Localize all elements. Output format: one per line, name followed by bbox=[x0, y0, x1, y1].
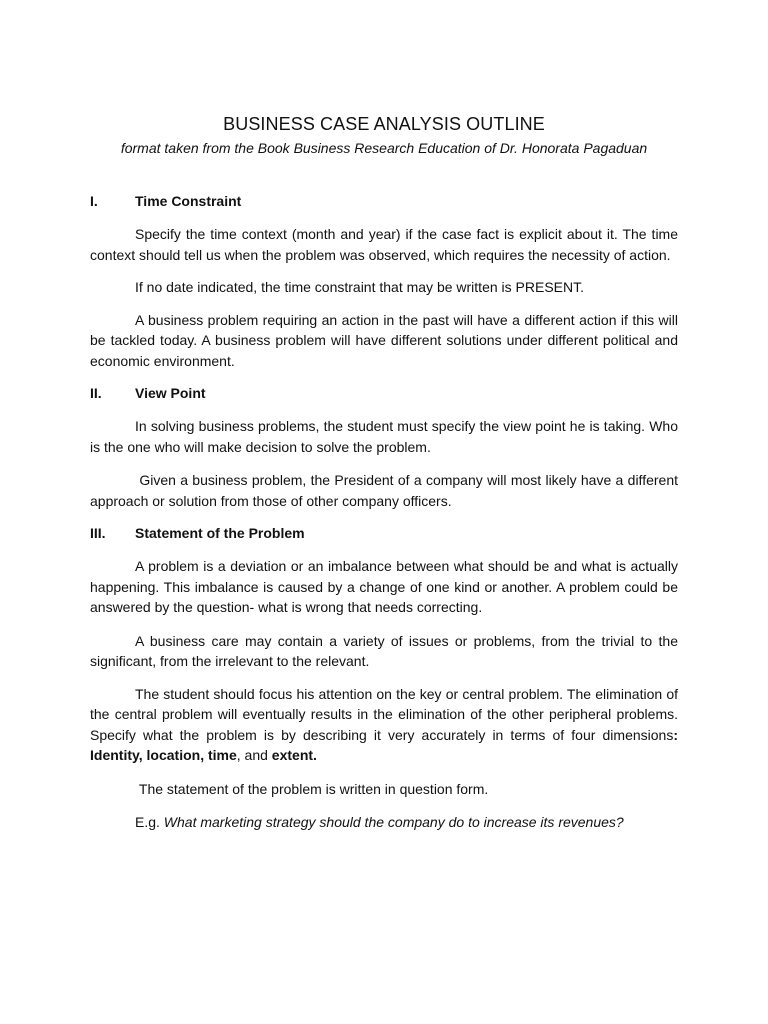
section-number: III. bbox=[90, 525, 106, 541]
section-title: View Point bbox=[135, 385, 206, 401]
paragraph: A business problem requiring an action in the past will have a different action if this will be tackled today. A business problem will have different solutions under different political and economic environment. bbox=[90, 311, 678, 369]
document-title: BUSINESS CASE ANALYSIS OUTLINE bbox=[223, 114, 545, 134]
paragraph: A problem is a deviation or an imbalance between what should be and what is actually happening. This imbalance is caused by a change of one kind or another. A problem could be answered by the question- what is wrong that needs correcting. bbox=[90, 558, 678, 615]
example-prefix: E.g. bbox=[135, 814, 164, 830]
section-title: Time Constraint bbox=[135, 193, 242, 209]
dimension-extent: extent. bbox=[271, 747, 317, 763]
paragraph: A business care may contain a variety of issues or problems, from the trivial to the significant, from the irrelevant to the relevant. bbox=[90, 632, 678, 669]
paragraph-and: , and bbox=[236, 747, 272, 763]
paragraph-colon: : bbox=[673, 726, 678, 743]
section-title: Statement of the Problem bbox=[135, 525, 305, 541]
paragraph: Specify the time context (month and year) if the case fact is explicit about it. The time context should tell us when the problem was observed, which requires the necessity of action. bbox=[90, 226, 678, 263]
section-heading-view-point bbox=[90, 383, 678, 403]
section-heading-time-constraint bbox=[90, 191, 678, 211]
paragraph: Given a business problem, the President of a company will most likely have a different approach or solution from those of other company officers. bbox=[90, 472, 682, 509]
paragraph: If no date indicated, the time constraint that may be written is PRESENT. bbox=[135, 279, 584, 295]
paragraph: In solving business problems, the student must specify the view point he is taking. Who is the one who will make decision to solve the problem. bbox=[90, 418, 678, 455]
paragraph-four-dimensions bbox=[90, 684, 678, 766]
paragraph-question-form: The statement of the problem is written in question form. bbox=[135, 780, 489, 797]
section-number: II. bbox=[90, 385, 102, 401]
section-number: I. bbox=[90, 193, 98, 209]
example-line bbox=[90, 812, 678, 833]
document-subtitle: format taken from the Book Business Research Education of Dr. Honorata Pagaduan bbox=[120, 140, 648, 156]
paragraph-text: The student should focus his attention on the key or central problem. The elimination of the central problem will eventually results in the elimination of the other peripheral problems. Specify what the problem is by describing it very accurately in terms of four dimensions bbox=[90, 685, 678, 743]
section-heading-statement-of-problem bbox=[90, 523, 678, 543]
example-question: What marketing strategy should the company do to increase its revenues? bbox=[163, 814, 624, 830]
document-page bbox=[90, 112, 682, 833]
dimensions-identity-location-time: Identity, location, time bbox=[90, 747, 237, 763]
